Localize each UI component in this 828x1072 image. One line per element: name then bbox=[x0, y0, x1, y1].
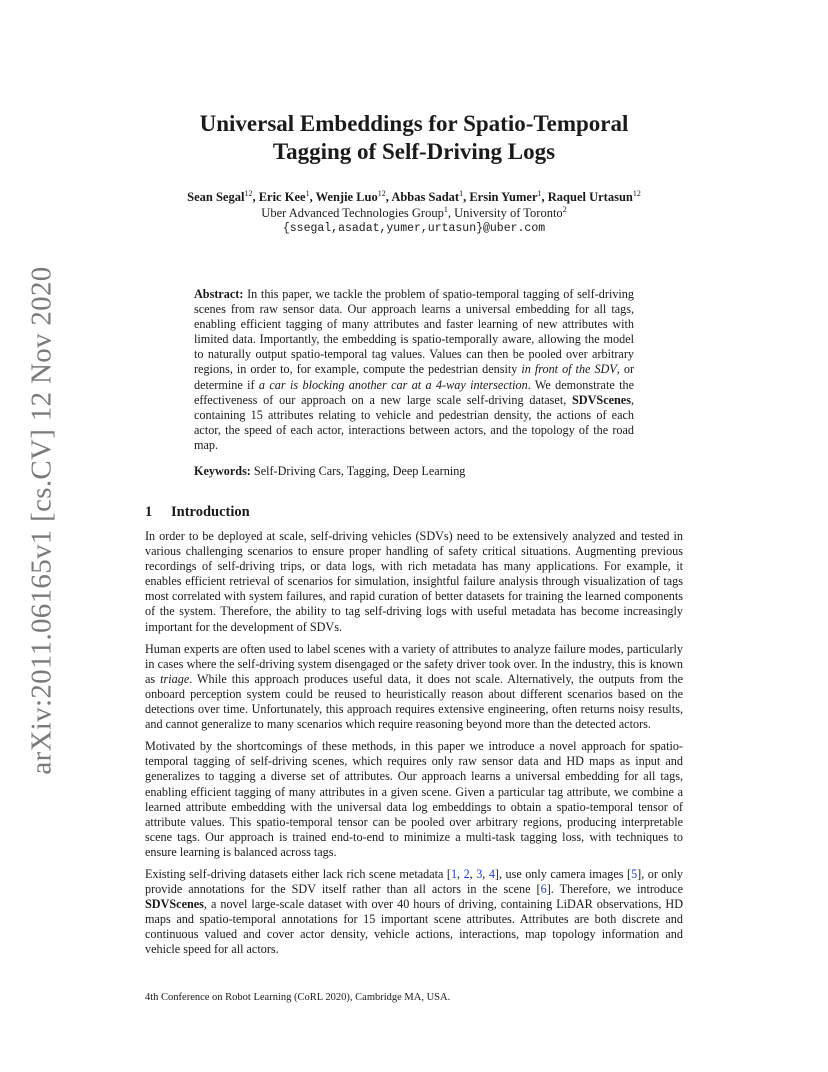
abstract-emphasis: a car is blocking another car at a 4-way intersection bbox=[258, 377, 528, 392]
paragraph bbox=[145, 642, 683, 733]
title-line-1: Universal Embeddings for Spatio-Temporal bbox=[199, 111, 629, 136]
dataset-name: SDVScenes bbox=[145, 897, 204, 912]
citation-link[interactable]: 5 bbox=[631, 866, 638, 881]
affiliation-mark: 1 bbox=[443, 204, 448, 214]
abstract bbox=[194, 287, 634, 453]
abstract-emphasis: in front of the SDV bbox=[521, 362, 617, 377]
footer-venue: 4th Conference on Robot Learning (CoRL 2020), Cambridge MA, USA. bbox=[145, 992, 451, 1003]
dataset-name: SDVScenes bbox=[572, 392, 631, 407]
affiliations bbox=[0, 205, 828, 221]
paragraph-text: ]. Therefore, we introduce bbox=[546, 882, 683, 897]
author-separator: , bbox=[252, 190, 259, 204]
affiliation-mark: 12 bbox=[632, 188, 641, 198]
abstract-text: , containing 15 attributes relating to vehicle and pedestrian density, the actions of each actor, the speed of each actor, interactions between actors, and the topology of the road map. bbox=[194, 392, 634, 452]
paragraph: Existing self-driving datasets either lack rich scene metadata [1, 2, 3, 4], use only camera images [5], or only provide annotations for the SDV itself rather than all actors in the scene [6]. Therefore, we introduce SDVScenes, a novel large-scale dataset with over 40 hours of driving, containing LiDAR observations, HD maps and spatio-temporal annotations for 15 important scene attributes. Attributes are both discrete and continuous valued and cover actor density, vehicle actions, interactions, map topology information and vehicle speed for all actors. bbox=[145, 866, 684, 957]
author-name: Abbas Sadat bbox=[391, 190, 460, 204]
author-name: Raquel Urtasun bbox=[547, 190, 633, 204]
keywords-text: Self-Driving Cars, Tagging, Deep Learning bbox=[250, 464, 466, 478]
author-emails: {ssegal,asadat,yumer,urtasun}@uber.com bbox=[282, 222, 546, 235]
author-separator: , bbox=[385, 190, 392, 204]
citation-link[interactable]: 1 bbox=[450, 866, 458, 881]
citation-link[interactable]: 6 bbox=[540, 882, 547, 897]
affiliation-separator: , bbox=[447, 206, 455, 220]
paragraph-text: Human experts are often used to label scenes with a variety of attributes to analyze failure modes, particularly in cases where the self-driving system disengaged or the safety driver took over. In the industry, this is known as bbox=[145, 641, 683, 686]
abstract-label: Abstract: bbox=[194, 287, 244, 301]
paragraph-text: ], or only provide annotations for the SDV itself rather than all actors in the scene [ bbox=[145, 866, 684, 897]
author-name: Wenjie Luo bbox=[315, 190, 378, 204]
abstract-text: . We demonstrate the effectiveness of our approach on a new large scale self-driving dataset, bbox=[194, 377, 634, 407]
author-name: Eric Kee bbox=[258, 190, 306, 204]
affiliation-mark: 2 bbox=[562, 204, 567, 214]
section-title: Introduction bbox=[171, 504, 250, 520]
affiliation-mark: 1 bbox=[459, 188, 464, 198]
author-name: Ersin Yumer bbox=[469, 190, 538, 204]
citation-link[interactable]: 4 bbox=[488, 866, 495, 881]
citation-link[interactable]: 3 bbox=[476, 866, 483, 881]
affiliation-mark: 1 bbox=[537, 188, 542, 198]
author-separator: , bbox=[541, 190, 548, 204]
title-line-2: Tagging of Self-Driving Logs bbox=[272, 139, 556, 164]
section-heading bbox=[145, 503, 250, 521]
affiliation-mark: 12 bbox=[244, 188, 253, 198]
author-name: Sean Segal bbox=[187, 190, 245, 204]
affiliation-name: Uber Advanced Technologies Group bbox=[261, 206, 444, 220]
section-number: 1 bbox=[145, 504, 153, 520]
emphasis-term: triage bbox=[160, 671, 190, 686]
affiliation-name: University of Toronto bbox=[454, 206, 563, 220]
paragraph-text: , a novel large-scale dataset with over 40 hours of driving, containing LiDAR observations, HD maps and spatio-temporal annotations for 15 important scene attributes. Attributes are both discrete and continuous valued and cover actor density, vehicle actions, interactions, map topology information and vehicle speed for all actors. bbox=[145, 897, 683, 957]
introduction-body bbox=[145, 529, 683, 965]
abstract-text: In this paper, we tackle the problem of spatio-temporal tagging of self-driving scenes from raw sensor data. Our approach learns a universal embedding for all tags, enabling efficient tagging of many attributes and faster learning of new attributes with limited data. Importantly, the embedding is spatio-temporally aware, allowing the model to naturally output spatio-temporal tag values. Values can then be pooled over arbitrary regions, in order to, for example, compute the pedestrian density bbox=[194, 287, 634, 377]
arxiv-side-stamp bbox=[18, 265, 66, 775]
paragraph-text: Existing self-driving datasets either lack rich scene metadata [ bbox=[145, 866, 451, 881]
paragraph-text: . While this approach produces useful data, it does not scale. Alternatively, the outputs from the onboard perception system could be reused to heuristically reason about different scenarios based on the detections over time. Unfortunately, this approach requires extensive engineering, often returns noisy results, and cannot generalize to many scenarios which require reasoning beyond more than the detected actors. bbox=[145, 671, 683, 732]
paragraph-text: ], use only camera images [ bbox=[494, 866, 632, 881]
author-separator: , bbox=[309, 190, 316, 204]
paragraph: Motivated by the shortcomings of these methods, in this paper we introduce a novel approach for spatio-temporal tagging of self-driving scenes, which requires only raw sensor data and HD maps as input and generalizes to tagging a diverse set of attributes. Our approach learns a universal embedding for all tags, enabling efficient tagging of many attributes in a given scene. Given a particular tag attribute, we combine a learned attribute embedding with the universal data log embeddings to obtain a spatio-temporal tensor of attribute values. This spatio-temporal tensor can be pooled over arbitrary regions, producing interpretable scene tags. Our approach is trained end-to-end to minimize a multi-task tagging loss, with techniques to ensure learning is balanced across tags. bbox=[145, 739, 683, 859]
author-names bbox=[0, 189, 828, 205]
affiliation-mark: 1 bbox=[305, 188, 310, 198]
author-separator: , bbox=[463, 190, 470, 204]
keywords-label: Keywords: bbox=[194, 464, 251, 478]
abstract-text: , or determine if bbox=[194, 362, 634, 392]
keywords bbox=[194, 464, 634, 479]
paper-title bbox=[0, 110, 828, 166]
arxiv-identifier: arXiv:2011.06165v1 [cs.CV] 12 Nov 2020 bbox=[25, 265, 58, 775]
citation-link[interactable]: 2 bbox=[463, 866, 470, 881]
affiliation-mark: 12 bbox=[377, 188, 386, 198]
paragraph: In order to be deployed at scale, self-driving vehicles (SDVs) need to be extensively analyzed and tested in various challenging scenarios to ensure proper handling of safety critical situations. Augmenting previous recordings of self-driving trips, or data logs, with rich metadata has many applications. For example, it enables efficient retrieval of scenarios for simulation, insightful failure analysis through visualization of tags most correlated with system failures, and rapid curation of better datasets for training the learned components of the system. Therefore, the ability to tag self-driving logs with useful metadata has become increasingly important for the development of SDVs. bbox=[145, 529, 683, 634]
author-block bbox=[0, 189, 828, 237]
